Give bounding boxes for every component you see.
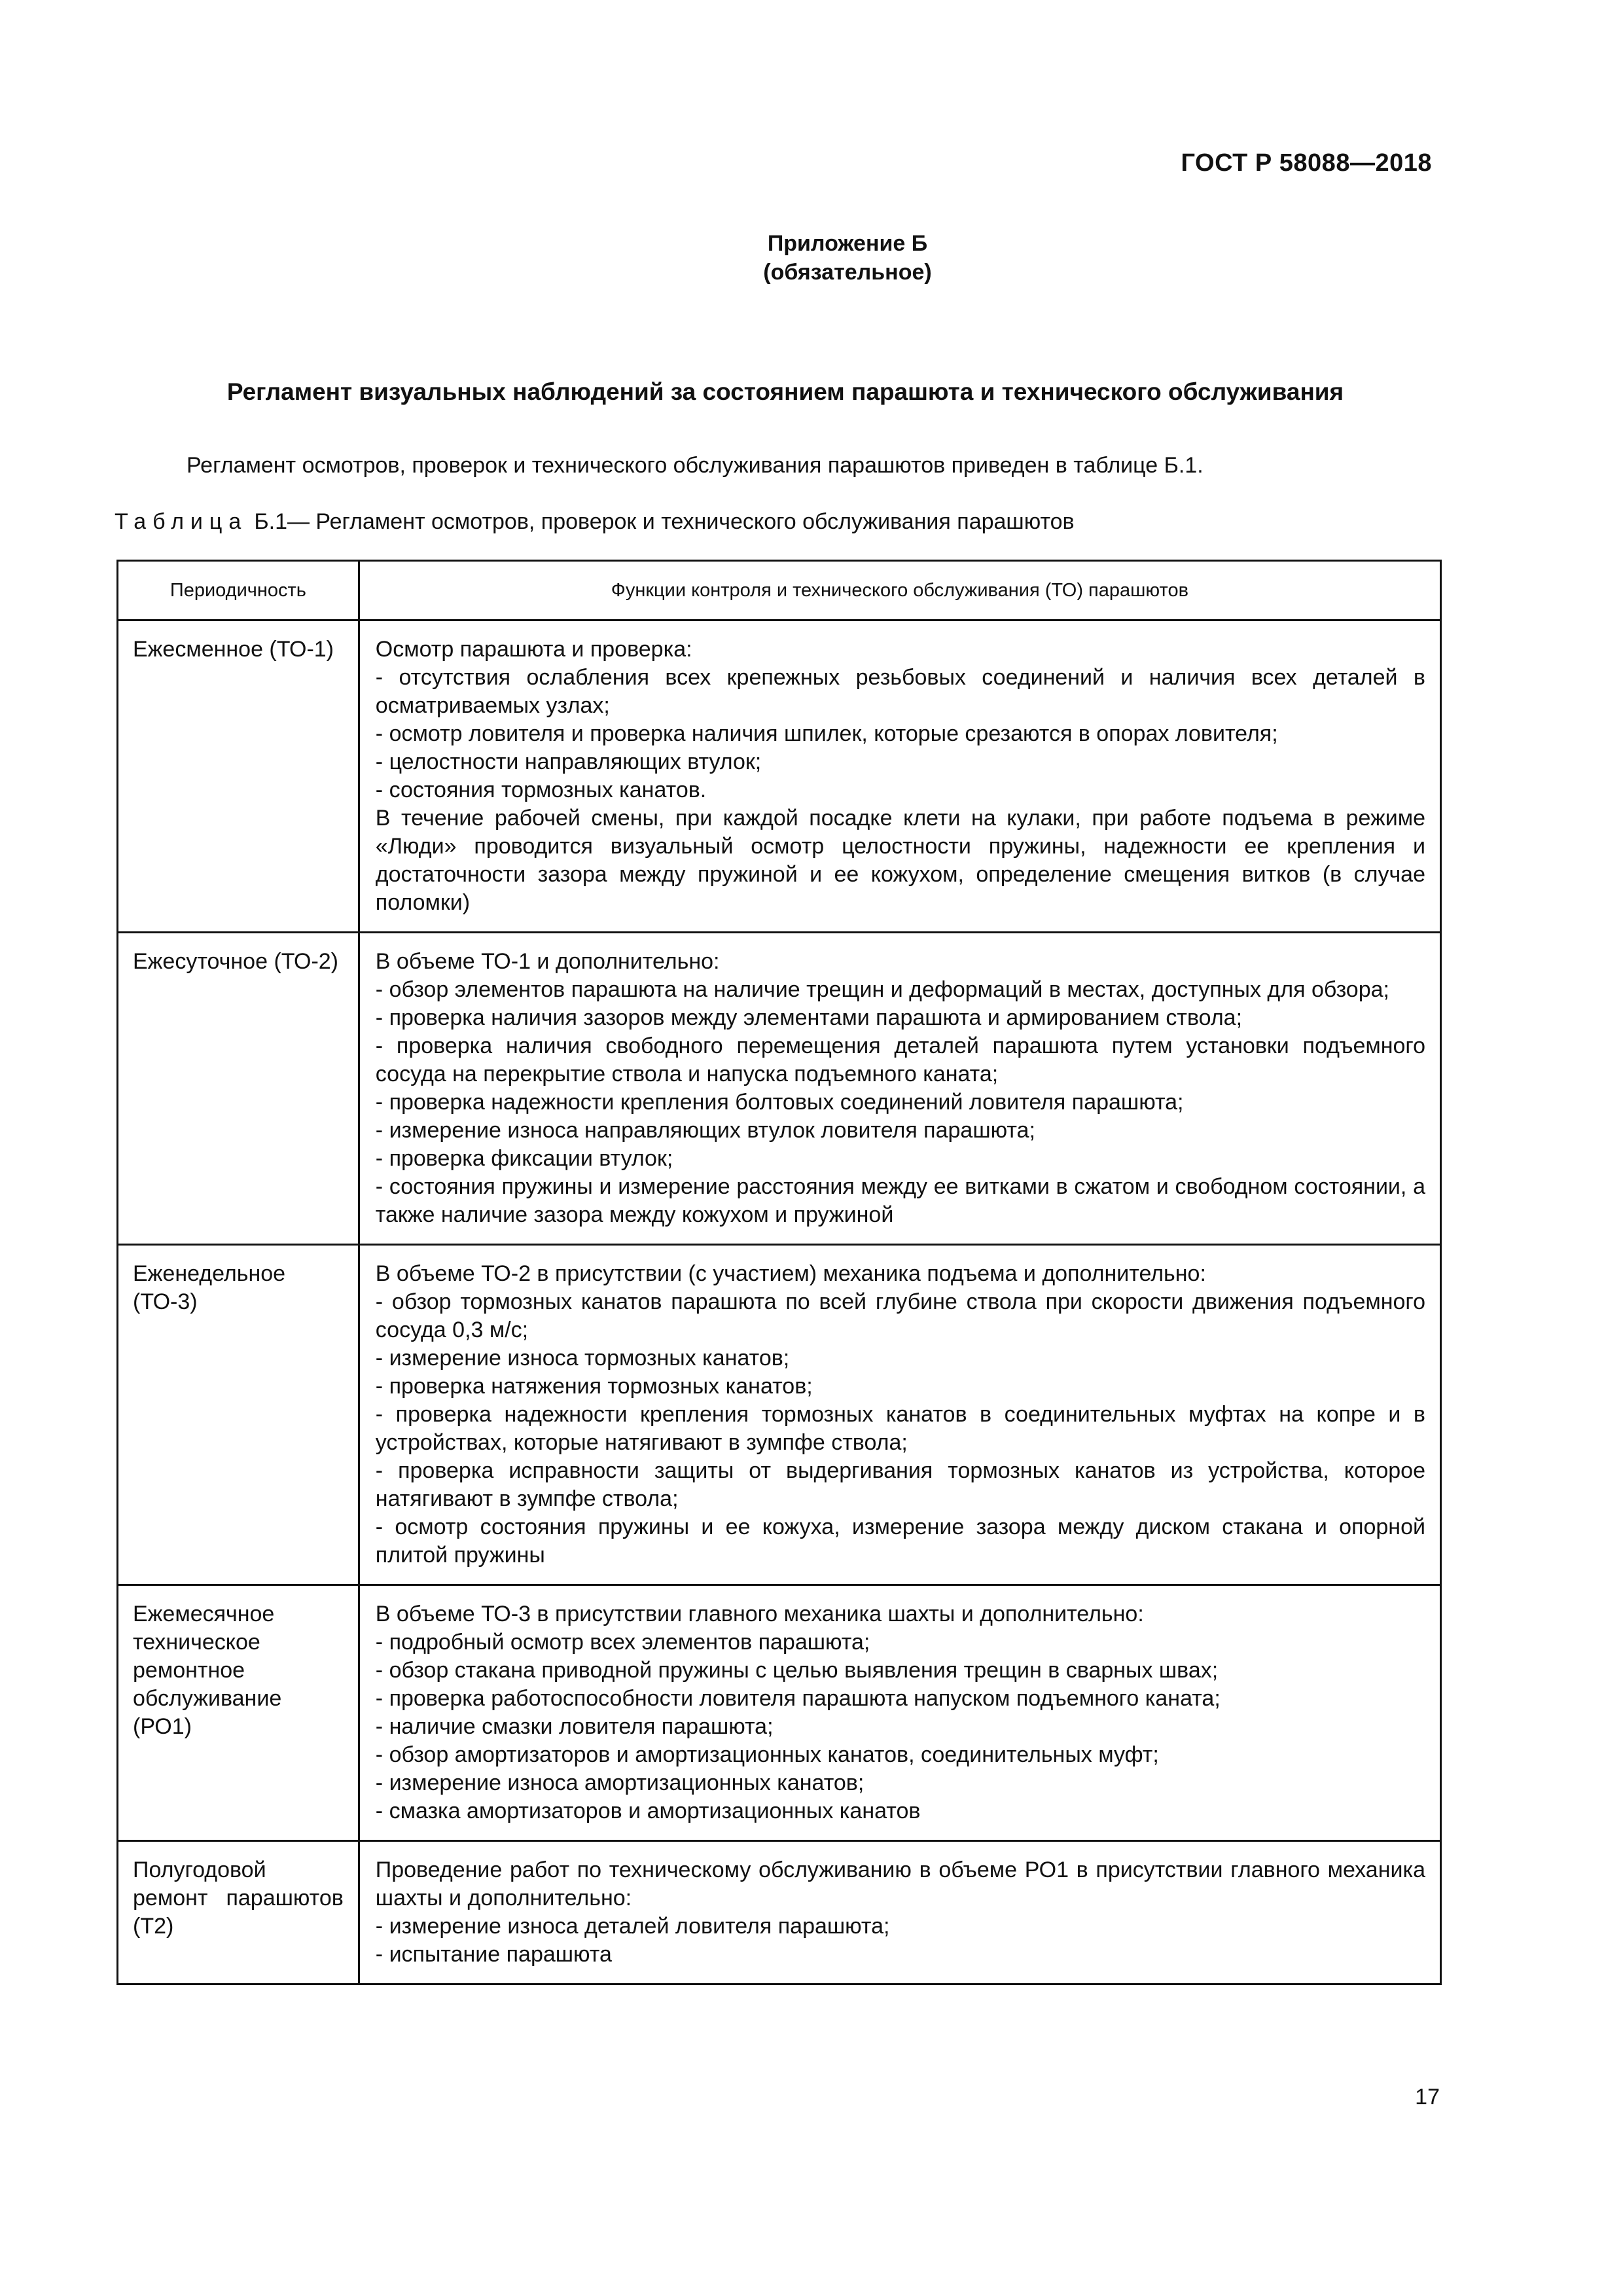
function-line: - измерение износа амортизационных канатов;	[375, 1770, 865, 1795]
functions-list	[360, 621, 1440, 931]
header-periodicity: Периодичность	[118, 561, 359, 620]
functions-list	[360, 1246, 1440, 1584]
function-line: - проверка надежности крепления тормозных канатов в соединительных муфтах на копре и в устройствах, которые натягивают в зумпфе ствола;	[375, 1402, 1425, 1455]
function-line: В объеме ТО-1 и дополнительно:	[375, 949, 720, 974]
periodicity-cell	[118, 933, 359, 1245]
table-row	[118, 1245, 1441, 1585]
function-line: - измерение износа направляющих втулок ловителя парашюта;	[375, 1118, 1035, 1143]
maintenance-table	[116, 560, 1442, 1985]
appendix-title: Приложение Б	[767, 231, 928, 256]
functions-cell	[359, 933, 1440, 1245]
function-line: - проверка наличия зазоров между элементами парашюта и армированием ствола;	[375, 1005, 1243, 1030]
intro-paragraph: Регламент осмотров, проверок и технического обслуживания парашютов приведен в таблице Б.1.	[187, 453, 1204, 478]
function-line: - осмотр ловителя и проверка наличия шпилек, которые срезаются в опорах ловителя;	[375, 721, 1278, 746]
table-row	[118, 620, 1441, 933]
table-caption-label: Таблица	[115, 509, 248, 534]
table-row	[118, 933, 1441, 1245]
function-line: - состояния пружины и измерение расстояния между ее витками в сжатом и свободном состоянии, а также наличие зазора между кожухом и пружиной	[375, 1174, 1425, 1227]
function-line: Осмотр парашюта и проверка:	[375, 637, 692, 662]
table-row	[118, 1841, 1441, 1984]
function-line: - целостности направляющих втулок;	[375, 749, 762, 774]
function-line: - осмотр состояния пружины и ее кожуха, измерение зазора между диском стакана и опорной плитой пружины	[375, 1515, 1425, 1568]
periodicity-text: Ежемесячное техническое ремонтное обслуживание (РО1)	[133, 1602, 282, 1739]
table-header-row	[118, 561, 1441, 620]
periodicity-text: Ежесуточное (ТО-2)	[133, 949, 339, 974]
table-row	[118, 1585, 1441, 1841]
appendix-status: (обязательное)	[763, 260, 932, 285]
document-code: ГОСТ Р 58088—2018	[1181, 149, 1432, 177]
periodicity-text: Ежесменное (ТО-1)	[133, 637, 334, 662]
periodicity-cell	[118, 1245, 359, 1585]
function-line: - испытание парашюта	[375, 1942, 612, 1967]
function-line: - проверка фиксации втулок;	[375, 1146, 673, 1171]
table-caption	[115, 509, 1075, 535]
functions-cell	[359, 1585, 1440, 1841]
function-line: В объеме ТО-3 в присутствии главного механика шахты и дополнительно:	[375, 1602, 1144, 1626]
periodicity-cell	[118, 1585, 359, 1841]
function-line: - обзор стакана приводной пружины с целью выявления трещин в сварных швах;	[375, 1658, 1219, 1683]
functions-list	[360, 933, 1440, 1244]
function-line: - обзор амортизаторов и амортизационных канатов, соединительных муфт;	[375, 1742, 1159, 1767]
functions-list	[360, 1842, 1440, 1983]
function-line: - проверка натяжения тормозных канатов;	[375, 1374, 813, 1399]
function-line: В течение рабочей смены, при каждой посадке клети на кулаки, при работе подъема в режиме «Люди» проводится визуальный осмотр целостности пружины, надежности ее крепления и достаточности зазора между пружиной и ее кожухом, определение смещения витков (в случае поломки)	[375, 806, 1425, 915]
function-line: - отсутствия ослабления всех крепежных резьбовых соединений и наличия всех деталей в осматриваемых узлах;	[375, 665, 1425, 718]
table-caption-text: Б.1— Регламент осмотров, проверок и технического обслуживания парашютов	[254, 509, 1075, 534]
functions-cell	[359, 1245, 1440, 1585]
function-line: - проверка исправности защиты от выдергивания тормозных канатов из устройства, которое натягивают в зумпфе ствола;	[375, 1458, 1425, 1511]
periodicity-cell	[118, 620, 359, 933]
functions-cell	[359, 620, 1440, 933]
function-line: - состояния тормозных канатов.	[375, 778, 707, 802]
periodicity-text: Еженедельное (ТО-3)	[133, 1261, 286, 1314]
function-line: - измерение износа тормозных канатов;	[375, 1346, 790, 1371]
section-title: Регламент визуальных наблюдений за состоянием парашюта и технического обслуживания	[226, 378, 1344, 405]
function-line: - проверка работоспособности ловителя парашюта напуском подъемного каната;	[375, 1686, 1221, 1711]
function-line: - проверка надежности крепления болтовых соединений ловителя парашюта;	[375, 1090, 1184, 1115]
function-line: - измерение износа деталей ловителя парашюта;	[375, 1914, 890, 1939]
function-line: - обзор тормозных канатов парашюта по всей глубине ствола при скорости движения подъемного сосуда 0,3 м/с;	[375, 1289, 1425, 1342]
function-line: - проверка наличия свободного перемещения деталей парашюта путем установки подъемного сосуда на перекрытие ствола и напуска подъемного каната;	[375, 1033, 1425, 1086]
header-functions: Функции контроля и технического обслуживания (ТО) парашютов	[359, 561, 1440, 620]
function-line: В объеме ТО-2 в присутствии (с участием) механика подъема и дополнительно:	[375, 1261, 1206, 1286]
function-line: - смазка амортизаторов и амортизационных канатов	[375, 1799, 921, 1823]
function-line: - обзор элементов парашюта на наличие трещин и деформаций в местах, доступных для обзора;	[375, 977, 1389, 1002]
function-line: Проведение работ по техническому обслуживанию в объеме РО1 в присутствии главного механика шахты и дополнительно:	[375, 1857, 1425, 1910]
periodicity-cell	[118, 1841, 359, 1984]
page-number: 17	[1415, 2085, 1440, 2109]
appendix-heading	[0, 229, 1623, 287]
function-line: - наличие смазки ловителя парашюта;	[375, 1714, 774, 1739]
functions-cell	[359, 1841, 1440, 1984]
functions-list	[360, 1586, 1440, 1840]
function-line: - подробный осмотр всех элементов парашюта;	[375, 1630, 870, 1655]
periodicity-text: Полугодовой ремонт парашютов (Т2)	[133, 1857, 344, 1939]
